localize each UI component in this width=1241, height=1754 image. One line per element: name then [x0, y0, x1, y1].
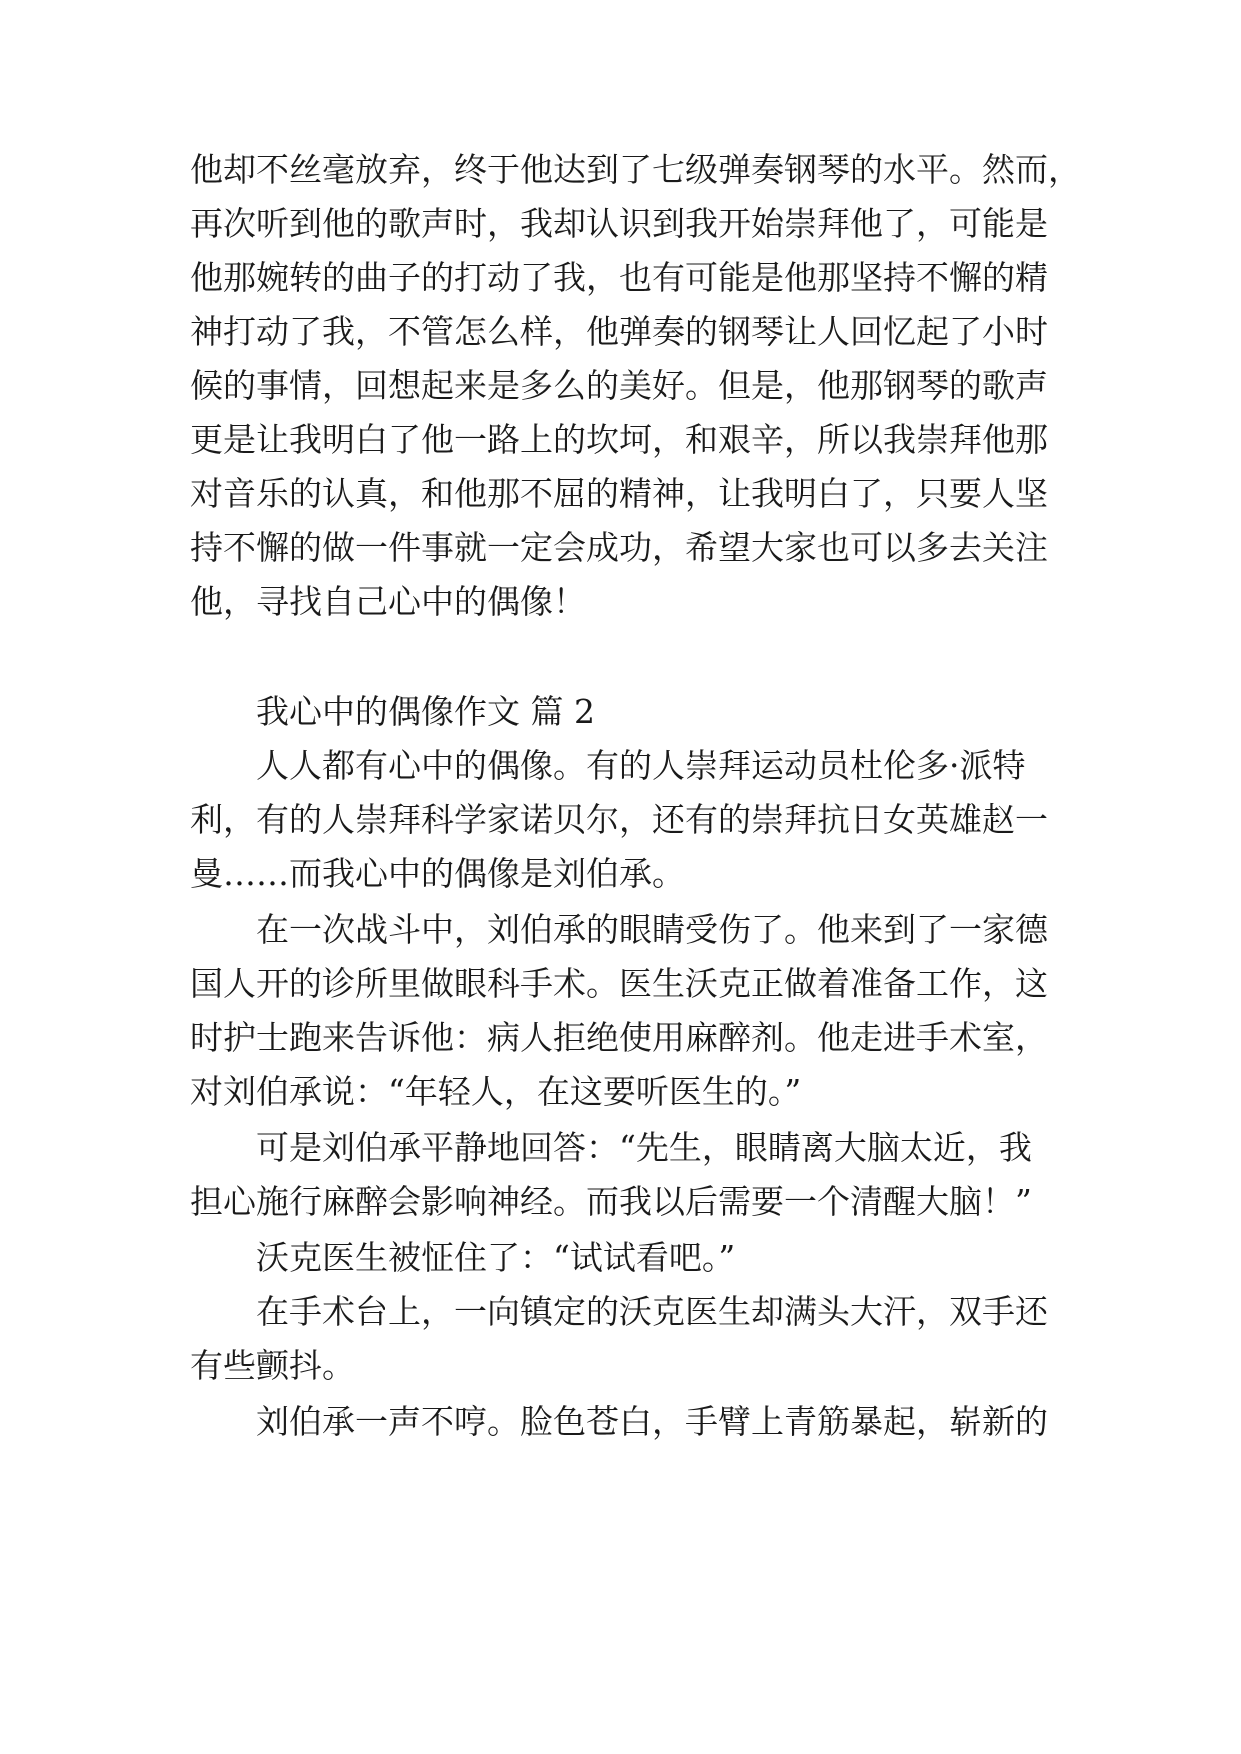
- paragraph-line: 持不懈的做一件事就一定会成功，希望大家也可以多去关注: [190, 528, 1048, 567]
- paragraph-line: 他，寻找自己心中的偶像！: [190, 582, 586, 621]
- paragraph-line: 人人都有心中的偶像。有的人崇拜运动员杜伦多·派特: [256, 746, 1026, 785]
- paragraph-line: 利，有的人崇拜科学家诺贝尔，还有的崇拜抗日女英雄赵一: [190, 800, 1048, 839]
- paragraph-line: 有些颤抖。: [190, 1346, 355, 1385]
- paragraph-line: 刘伯承一声不哼。脸色苍白，手臂上青筋暴起，崭新的: [256, 1402, 1048, 1441]
- paragraph-line: 国人开的诊所里做眼科手术。医生沃克正做着准备工作，这: [190, 964, 1048, 1003]
- paragraph-line: 沃克医生被怔住了：“试试看吧。”: [256, 1238, 736, 1277]
- paragraph-line: 神打动了我，不管怎么样，他弹奏的钢琴让人回忆起了小时: [190, 312, 1048, 351]
- paragraph-line: 再次听到他的歌声时，我却认识到我开始崇拜他了，可能是: [190, 204, 1048, 243]
- paragraph-line: 候的事情，回想起来是多么的美好。但是，他那钢琴的歌声: [190, 366, 1048, 405]
- paragraph-line: 对刘伯承说：“年轻人，在这要听医生的。”: [190, 1072, 802, 1111]
- paragraph-line: 可是刘伯承平静地回答：“先生，眼睛离大脑太近，我: [256, 1128, 1032, 1167]
- paragraph-line: 他那婉转的曲子的打动了我，也有可能是他那坚持不懈的精: [190, 258, 1048, 297]
- section-heading: 我心中的偶像作文 篇 2: [256, 692, 595, 731]
- paragraph-line: 在手术台上，一向镇定的沃克医生却满头大汗，双手还: [256, 1292, 1048, 1331]
- paragraph-line: 曼……而我心中的偶像是刘伯承。: [190, 854, 685, 893]
- paragraph-line: 担心施行麻醉会影响神经。而我以后需要一个清醒大脑！”: [190, 1182, 1032, 1221]
- paragraph-line: 时护士跑来告诉他：病人拒绝使用麻醉剂。他走进手术室，: [190, 1018, 1048, 1057]
- paragraph-line: 对音乐的认真，和他那不屈的精神，让我明白了，只要人坚: [190, 474, 1048, 513]
- paragraph-line: 在一次战斗中，刘伯承的眼睛受伤了。他来到了一家德: [256, 910, 1048, 949]
- paragraph-line: 他却不丝毫放弃，终于他达到了七级弹奏钢琴的水平。然而，: [190, 150, 1081, 189]
- paragraph-line: 更是让我明白了他一路上的坎坷，和艰辛，所以我崇拜他那: [190, 420, 1048, 459]
